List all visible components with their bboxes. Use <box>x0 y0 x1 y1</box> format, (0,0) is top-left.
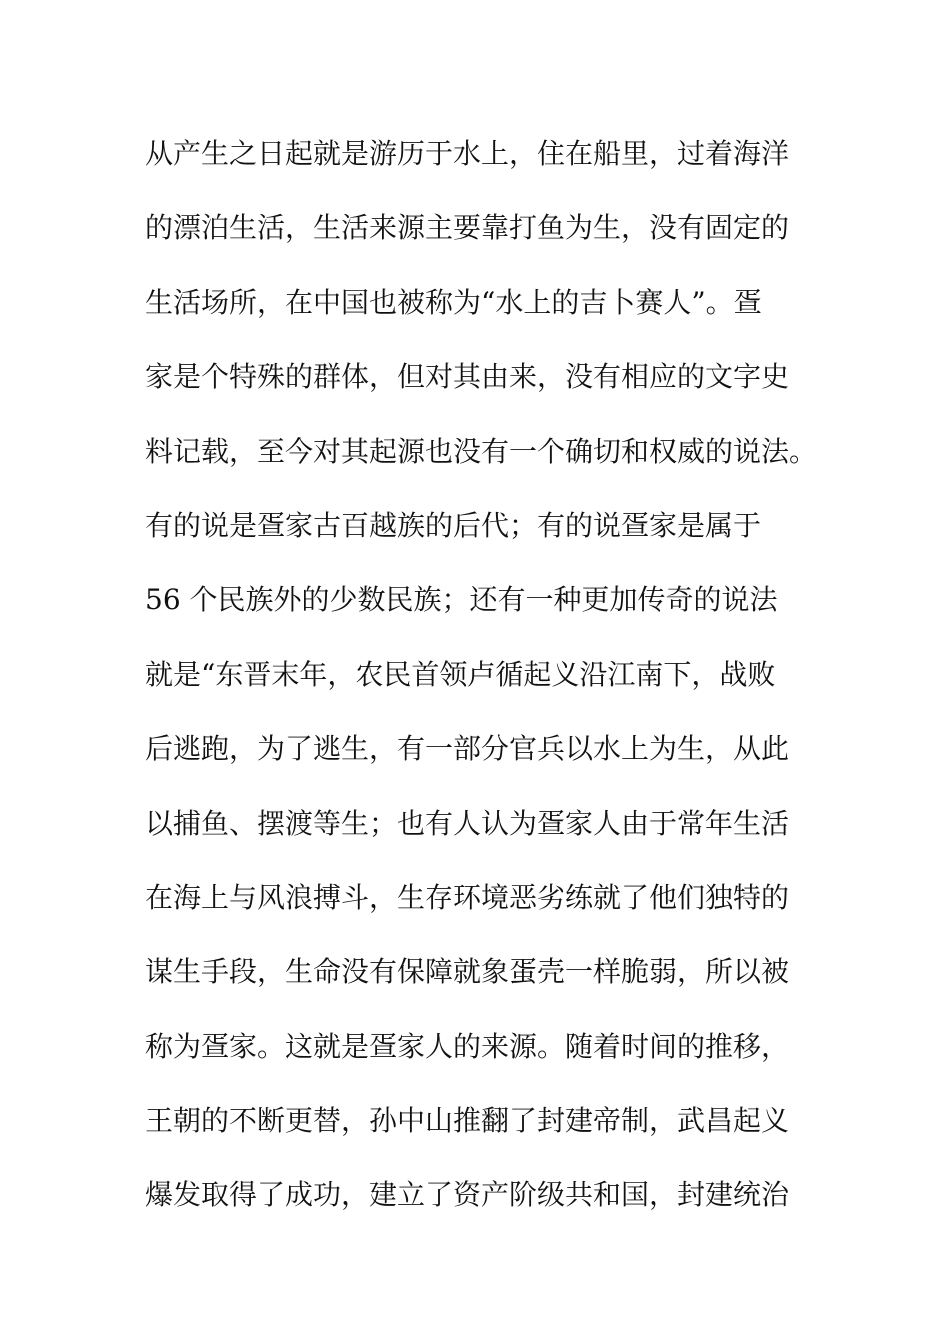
text-line: 56 个民族外的少数民族；还有一种更加传奇的说法 <box>145 583 778 617</box>
text-line: 生活场所，在中国也被称为“水上的吉卜赛人”。疍 <box>145 285 762 319</box>
text-line: 称为疍家。这就是疍家人的来源。随着时间的推移， <box>145 1029 790 1063</box>
text-line: 料记载，至今对其起源也没有一个确切和权威的说法。 <box>145 434 818 468</box>
text-line: 王朝的不断更替，孙中山推翻了封建帝制，武昌起义 <box>145 1104 790 1138</box>
text-line: 的漂泊生活，生活来源主要靠打鱼为生，没有固定的 <box>145 211 790 245</box>
text-line: 谋生手段，生命没有保障就象蛋壳一样脆弱，所以被 <box>145 955 790 989</box>
text-line: 从产生之日起就是游历于水上，住在船里，过着海洋 <box>145 137 790 170</box>
text-line: 后逃跑，为了逃生，有一部分官兵以水上为生，从此 <box>145 732 790 766</box>
text-line: 爆发取得了成功，建立了资产阶级共和国，封建统治 <box>145 1178 790 1212</box>
body-text <box>145 128 835 1244</box>
text-line: 有的说是疍家古百越族的后代；有的说疍家是属于 <box>145 508 762 542</box>
text-line: 以捕鱼、摆渡等生；也有人认为疍家人由于常年生活 <box>145 806 790 840</box>
text-line: 就是“东晋末年，农民首领卢循起义沿江南下，战败 <box>145 657 776 691</box>
text-line: 在海上与风浪搏斗，生存环境恶劣练就了他们独特的 <box>145 880 790 914</box>
text-line: 家是个特殊的群体，但对其由来，没有相应的文字史 <box>145 360 790 394</box>
